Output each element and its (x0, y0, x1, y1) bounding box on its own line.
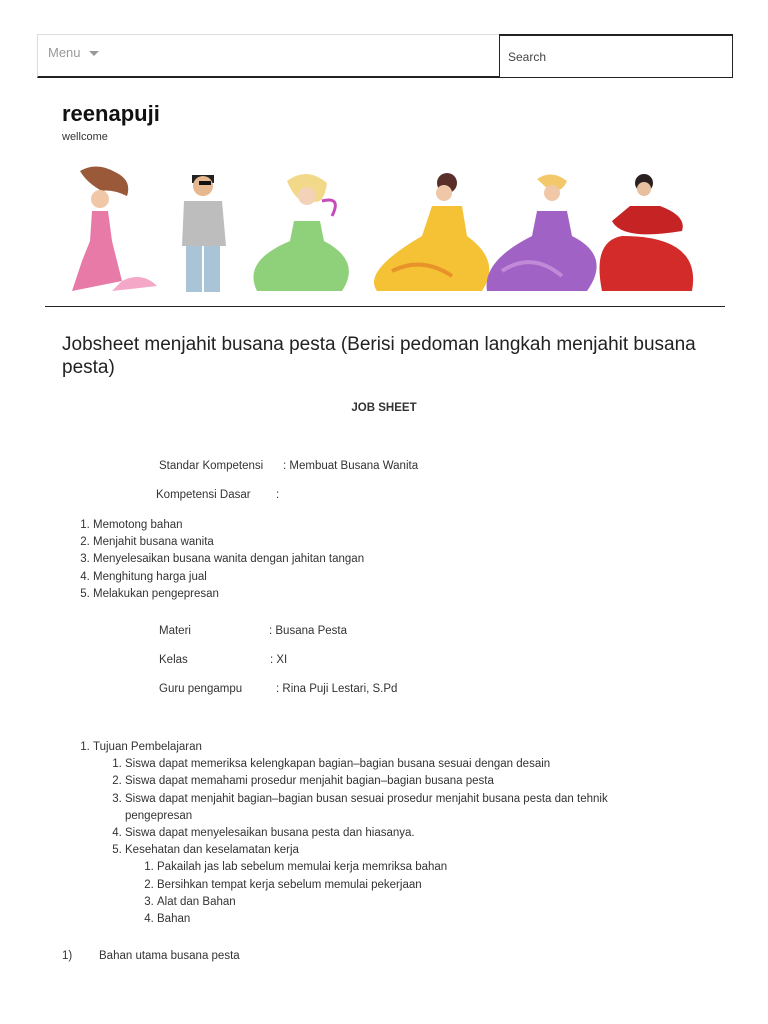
list-item: 4. Menghitung harga jual (93, 569, 364, 586)
job-sheet-heading: JOB SHEET (351, 402, 417, 414)
list-item: 3. Alat dan Bahan (157, 894, 682, 911)
kelas-label: Kelas (159, 654, 188, 666)
guru-value: : Rina Puji Lestari, S.Pd (276, 683, 398, 695)
k3-sublist (125, 859, 682, 928)
kompetensi-list (62, 517, 364, 603)
menu-dropdown[interactable] (48, 45, 99, 60)
list-item: 1. Memotong bahan (93, 517, 364, 534)
list-item: 2. Siswa dapat memahami prosedur menjahit bagian–bagian busana pesta (125, 773, 682, 790)
bahan-number: 1) (62, 950, 73, 962)
kompetensi-dasar-value: : (276, 489, 280, 501)
list-item (93, 739, 682, 928)
blog-description: wellcome (62, 131, 108, 143)
materi-label: Materi (159, 625, 191, 637)
materi-value: : Busana Pesta (269, 625, 347, 637)
k3-title: Kesehatan dan keselamatan kerja (125, 844, 299, 857)
list-item: 5. Melakukan pengepresan (93, 586, 364, 603)
bahan-utama-text: Bahan utama busana pesta (99, 950, 240, 962)
list-item: 3. Menyelesaikan busana wanita dengan jahitan tangan (93, 551, 364, 568)
list-item: 1. Pakailah jas lab sebelum memulai kerja memriksa bahan (157, 859, 682, 876)
chevron-down-icon (89, 51, 99, 56)
tujuan-sublist (93, 756, 682, 928)
blog-title[interactable]: reenapuji (62, 101, 160, 126)
tujuan-title: Tujuan Pembelajaran (93, 741, 202, 753)
header-banner-image (62, 161, 702, 293)
list-item: 1. Siswa dapat memeriksa kelengkapan bagian–bagian busana sesuai dengan desain (125, 756, 682, 773)
list-item: 4. Siswa dapat menyelesaikan busana pesta dan hiasanya. (125, 825, 682, 842)
kelas-value: : XI (270, 654, 288, 666)
list-item: 2. Bersihkan tempat kerja sebelum memulai pekerjaan (157, 877, 682, 894)
post-title[interactable]: Jobsheet menjahit busana pesta (Berisi pedoman langkah menjahit busana pesta) (62, 334, 696, 378)
standar-kompetensi-label: Standar Kompetensi (159, 460, 264, 472)
standar-kompetensi-value: : Membuat Busana Wanita (283, 460, 419, 472)
list-item: 4. Bahan (157, 911, 682, 928)
tujuan-list (62, 739, 682, 928)
search-input[interactable]: Search (499, 34, 733, 78)
menu-label: Menu (48, 45, 81, 60)
list-item (125, 842, 682, 928)
header-divider (45, 306, 725, 307)
kompetensi-dasar-label: Kompetensi Dasar (156, 489, 251, 501)
list-item: 2. Menjahit busana wanita (93, 534, 364, 551)
guru-label: Guru pengampu (159, 683, 243, 695)
list-item: 3. Siswa dapat menjahit bagian–bagian busan sesuai prosedur menjahit busana pesta dan tehnik pengepresan (125, 791, 665, 825)
